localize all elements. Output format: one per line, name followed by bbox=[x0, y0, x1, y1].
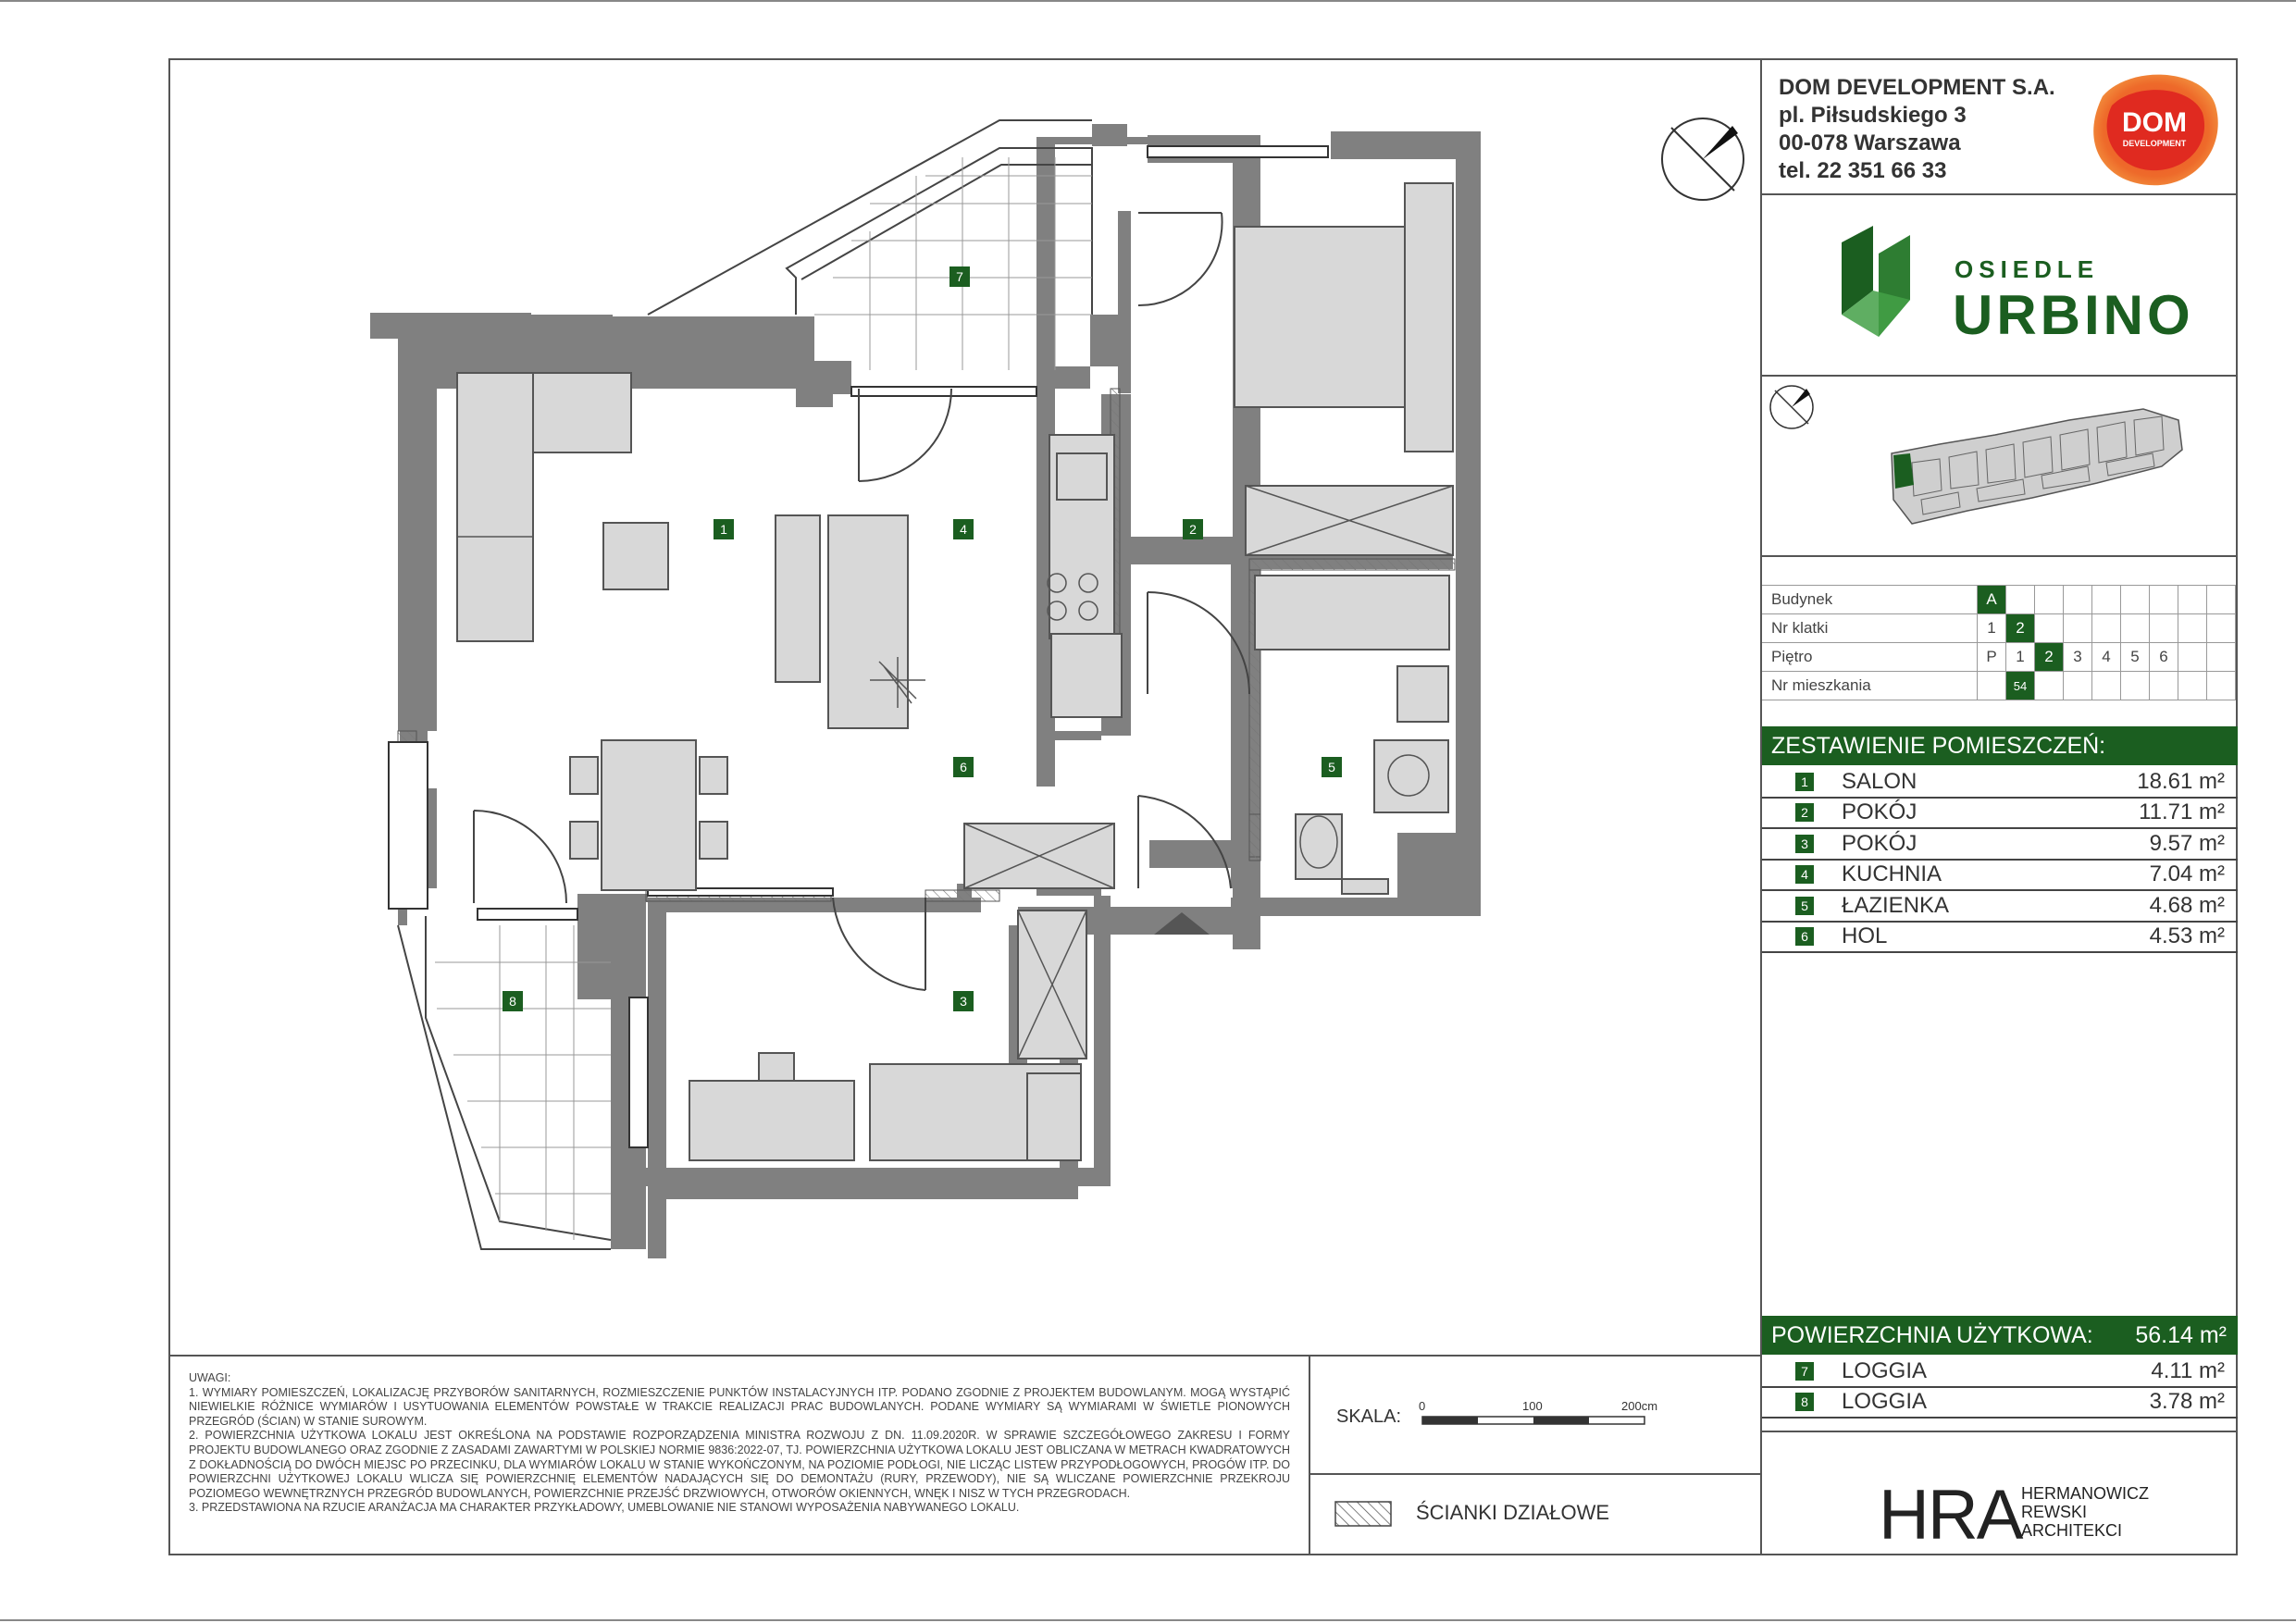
note-item: 1. WYMIARY POMIESZCZEŃ, LOKALIZACJĘ PRZYBORÓW SANITARNYCH, ROZMIESZCZENIE PUNKTÓW INSTALACYJNYCH ITP. PODANO ZGODNIE Z PROJEKTEM BUDOWLANYM. MOGĄ WYSTĄPIĆ NIEWIELKIE RÓŻNICE WYMIARÓW I USYTUOWANIA ELEMENTÓW POWSTAŁE W TRAKCIE REALIZACJI PRAC BUDOWLANYCH. PODANE WYMIARY SĄ WYMIARAMI W ŚWIETLE PIONOWYCH PRZEGRÓD (ŚCIAN) W STANIE SUROWYM. bbox=[189, 1385, 1290, 1428]
table-cell: 2 bbox=[2035, 643, 2064, 672]
table-label: Budynek bbox=[1762, 586, 1978, 614]
architect-name bbox=[2021, 1484, 2149, 1540]
note-item: 3. PRZEDSTAWIONA NA RZUCIE ARANŻACJA MA CHARAKTER PRZYKŁADOWY, UMEBLOWANIE NIE STANOWI WYPOSAŻENIA NABYWANEGO LOKALU. bbox=[189, 1501, 1020, 1515]
list-item bbox=[1762, 1388, 2238, 1419]
room-area: 7.04 m² bbox=[2149, 861, 2225, 887]
table-cell bbox=[2035, 614, 2064, 643]
table-cell: 1 bbox=[2006, 643, 2035, 672]
room-area: 9.57 m² bbox=[2149, 830, 2225, 856]
room-name: ŁAZIENKA bbox=[1842, 892, 1950, 918]
panel-sep bbox=[1762, 555, 2238, 557]
company-address bbox=[1779, 74, 2055, 185]
table-cell bbox=[2121, 614, 2150, 643]
table-cell: 5 bbox=[2121, 643, 2150, 672]
legend-partition-label: ŚCIANKI DZIAŁOWE bbox=[1416, 1501, 1610, 1524]
table-cell bbox=[2178, 643, 2207, 672]
company-street: pl. Piłsudskiego 3 bbox=[1779, 103, 1967, 128]
table-label: Nr mieszkania bbox=[1762, 672, 1978, 700]
project-line1: OSIEDLE bbox=[1955, 255, 2100, 283]
panel-sep bbox=[1762, 375, 2238, 377]
table-cell: 54 bbox=[2006, 672, 2035, 700]
notes-block bbox=[189, 1371, 1290, 1516]
building-key-plan bbox=[1884, 398, 2190, 537]
table-row bbox=[1762, 672, 2236, 700]
table-cell bbox=[2035, 586, 2064, 614]
table-cell: A bbox=[1978, 586, 2006, 614]
table-label: Piętro bbox=[1762, 643, 1978, 672]
architect-line2: REWSKI bbox=[2021, 1503, 2088, 1521]
room-number: 4 bbox=[1795, 865, 1814, 884]
room-name: LOGGIA bbox=[1842, 1389, 1928, 1415]
dom-development-logo bbox=[2084, 68, 2225, 191]
room-area: 4.68 m² bbox=[2149, 892, 2225, 918]
usable-area-label: POWIERZCHNIA UŻYTKOWA: bbox=[1771, 1322, 2093, 1348]
room-area: 4.11 m² bbox=[2151, 1357, 2225, 1383]
table-cell bbox=[2207, 643, 2236, 672]
table-cell bbox=[1978, 672, 2006, 700]
table-cell bbox=[2035, 672, 2064, 700]
room-number: 5 bbox=[1795, 897, 1814, 915]
table-cell: 2 bbox=[2006, 614, 2035, 643]
table-cell bbox=[2207, 672, 2236, 700]
rooms-list bbox=[1762, 767, 2238, 953]
loggias-list bbox=[1762, 1357, 2238, 1419]
list-item bbox=[1762, 861, 2238, 892]
table-cell: 4 bbox=[2092, 643, 2121, 672]
list-item bbox=[1762, 1357, 2238, 1388]
architect-line3: ARCHITEKCI bbox=[2021, 1521, 2123, 1540]
room-name: KUCHNIA bbox=[1842, 861, 1942, 887]
table-row bbox=[1762, 586, 2236, 614]
list-item bbox=[1762, 767, 2238, 799]
room-number: 3 bbox=[1795, 835, 1814, 853]
table-cell: 6 bbox=[2150, 643, 2178, 672]
architect-mark: HRA bbox=[1879, 1476, 2022, 1555]
project-line2: URBINO bbox=[1953, 284, 2194, 346]
logo-text-dom: DOM bbox=[2122, 107, 2187, 138]
table-cell bbox=[2121, 672, 2150, 700]
company-phone: tel. 22 351 66 33 bbox=[1779, 158, 1947, 183]
room-number: 6 bbox=[1795, 927, 1814, 946]
unit-location-table bbox=[1762, 585, 2236, 700]
room-number: 8 bbox=[1795, 1393, 1814, 1411]
room-number: 1 bbox=[1795, 773, 1814, 791]
table-cell: 3 bbox=[2064, 643, 2092, 672]
list-item bbox=[1762, 799, 2238, 830]
scale-divider bbox=[1309, 1473, 1762, 1475]
room-name: POKÓJ bbox=[1842, 799, 1917, 825]
table-cell bbox=[2178, 672, 2207, 700]
note-item: 2. POWIERZCHNIA UŻYTKOWA LOKALU JEST OKREŚLONA NA PODSTAWIE ROZPORZĄDZENIA MINISTRA ROZWOJU Z DN. 11.09.2020R. W SPRAWIE SZCZEGÓŁOWEGO ZAKRESU I FORMY PROJEKTU BUDOWLANEGO ORAZ ZGODNIE Z ZASADAMI ZAWARTYMI W POLSKIEJ NORMIE 9836:2022-07, TJ. POWIERZCHNIA UŻYTKOWA LOKALU JEST OBLICZANA W METRACH KWADRATOWYCH Z DOKŁADNOŚCIĄ DO DWÓCH MIEJSC PO PRZECINKU, DLA WYMIARÓW LOKALU W STANIE WYKOŃCZONYM, NA POZIOMIE PODŁOGI, NIE LICZĄC LISTEW PRZYPODŁOGOWYCH, PROGÓW ITP. DO POWIERZCHNI UŻYTKOWEJ LOKALU WLICZA SIĘ POWIERZCHNIĘ ELEMENTÓW NADAJĄCYCH SIĘ DO DEMONTAŻU (RURY, PRZEWODY), NIE SĄ WLICZANE POWIERZCHNIE PRZEKROJU POZIOMEGO WEWNĘTRZNYCH PRZEGRÓD BUDOWLANYCH, POWIERZCHNIE PRZEJŚĆ DRZWIOWYCH, OTWORÓW OKIENNYCH, WNĘK I NISZ W TYCH PRZEGRODACH. bbox=[189, 1429, 1290, 1500]
table-row bbox=[1762, 643, 2236, 672]
logo-text-development: DEVELOPMENT bbox=[2122, 139, 2187, 148]
plan-label-1: 1 bbox=[714, 519, 734, 539]
table-cell bbox=[2006, 586, 2035, 614]
list-item bbox=[1762, 923, 2238, 954]
plan-label-4: 4 bbox=[953, 519, 974, 539]
architect-line1: HERMANOWICZ bbox=[2021, 1484, 2149, 1503]
scale-tick-0: 0 bbox=[1419, 1399, 1426, 1413]
panel-sep bbox=[1762, 1431, 2238, 1432]
plan-label-2: 2 bbox=[1183, 519, 1203, 539]
table-row bbox=[1762, 614, 2236, 643]
table-cell bbox=[2064, 614, 2092, 643]
room-name: POKÓJ bbox=[1842, 830, 1917, 856]
table-cell bbox=[2150, 586, 2178, 614]
room-name: SALON bbox=[1842, 768, 1917, 794]
room-name: LOGGIA bbox=[1842, 1357, 1928, 1383]
plan-label-6: 6 bbox=[953, 757, 974, 777]
scale-tick-100: 100 bbox=[1522, 1399, 1543, 1413]
list-item bbox=[1762, 891, 2238, 923]
north-arrow-small-icon bbox=[1768, 383, 1816, 431]
table-cell bbox=[2092, 586, 2121, 614]
entrance-marker-icon bbox=[1154, 912, 1210, 935]
scale-tick-200: 200cm bbox=[1621, 1399, 1658, 1413]
table-cell bbox=[2178, 586, 2207, 614]
room-area: 4.53 m² bbox=[2149, 923, 2225, 949]
room-area: 18.61 m² bbox=[2137, 768, 2225, 794]
room-number: 7 bbox=[1795, 1362, 1814, 1381]
page-bottom-line bbox=[0, 1619, 2296, 1621]
notes-divider bbox=[1309, 1355, 1310, 1555]
room-number: 2 bbox=[1795, 803, 1814, 822]
table-cell bbox=[2092, 672, 2121, 700]
table-cell: 1 bbox=[1978, 614, 2006, 643]
panel-sep bbox=[1762, 193, 2238, 195]
table-cell bbox=[2178, 614, 2207, 643]
usable-area-value: 56.14 m² bbox=[2135, 1322, 2227, 1348]
plan-label-7: 7 bbox=[949, 266, 970, 287]
table-cell bbox=[2207, 586, 2236, 614]
table-cell bbox=[2064, 672, 2092, 700]
room-area: 11.71 m² bbox=[2139, 799, 2225, 825]
list-item bbox=[1762, 829, 2238, 861]
room-area: 3.78 m² bbox=[2149, 1389, 2225, 1415]
company-name: DOM DEVELOPMENT S.A. bbox=[1779, 75, 2055, 100]
company-city: 00-078 Warszawa bbox=[1779, 130, 1961, 155]
usable-area-bar bbox=[1762, 1316, 2238, 1355]
table-label: Nr klatki bbox=[1762, 614, 1978, 643]
scale-label: SKALA: bbox=[1336, 1406, 1402, 1427]
plan-label-3: 3 bbox=[953, 991, 974, 1011]
table-cell bbox=[2150, 614, 2178, 643]
partition-hatch-icon bbox=[1334, 1501, 1392, 1527]
rooms-header: ZESTAWIENIE POMIESZCZEŃ: bbox=[1762, 726, 2238, 765]
table-cell bbox=[2121, 586, 2150, 614]
table-cell bbox=[2207, 614, 2236, 643]
plan-label-5: 5 bbox=[1322, 757, 1342, 777]
plan-label-8: 8 bbox=[503, 991, 523, 1011]
notes-title: UWAGI: bbox=[189, 1371, 231, 1384]
table-cell bbox=[2064, 586, 2092, 614]
table-cell bbox=[2150, 672, 2178, 700]
scale-bar bbox=[1421, 1414, 1649, 1427]
room-name: HOL bbox=[1842, 923, 1888, 949]
table-cell bbox=[2092, 614, 2121, 643]
bottom-panel-divider bbox=[168, 1355, 1762, 1357]
urbino-logo-mark bbox=[1836, 226, 1919, 341]
table-cell: P bbox=[1978, 643, 2006, 672]
